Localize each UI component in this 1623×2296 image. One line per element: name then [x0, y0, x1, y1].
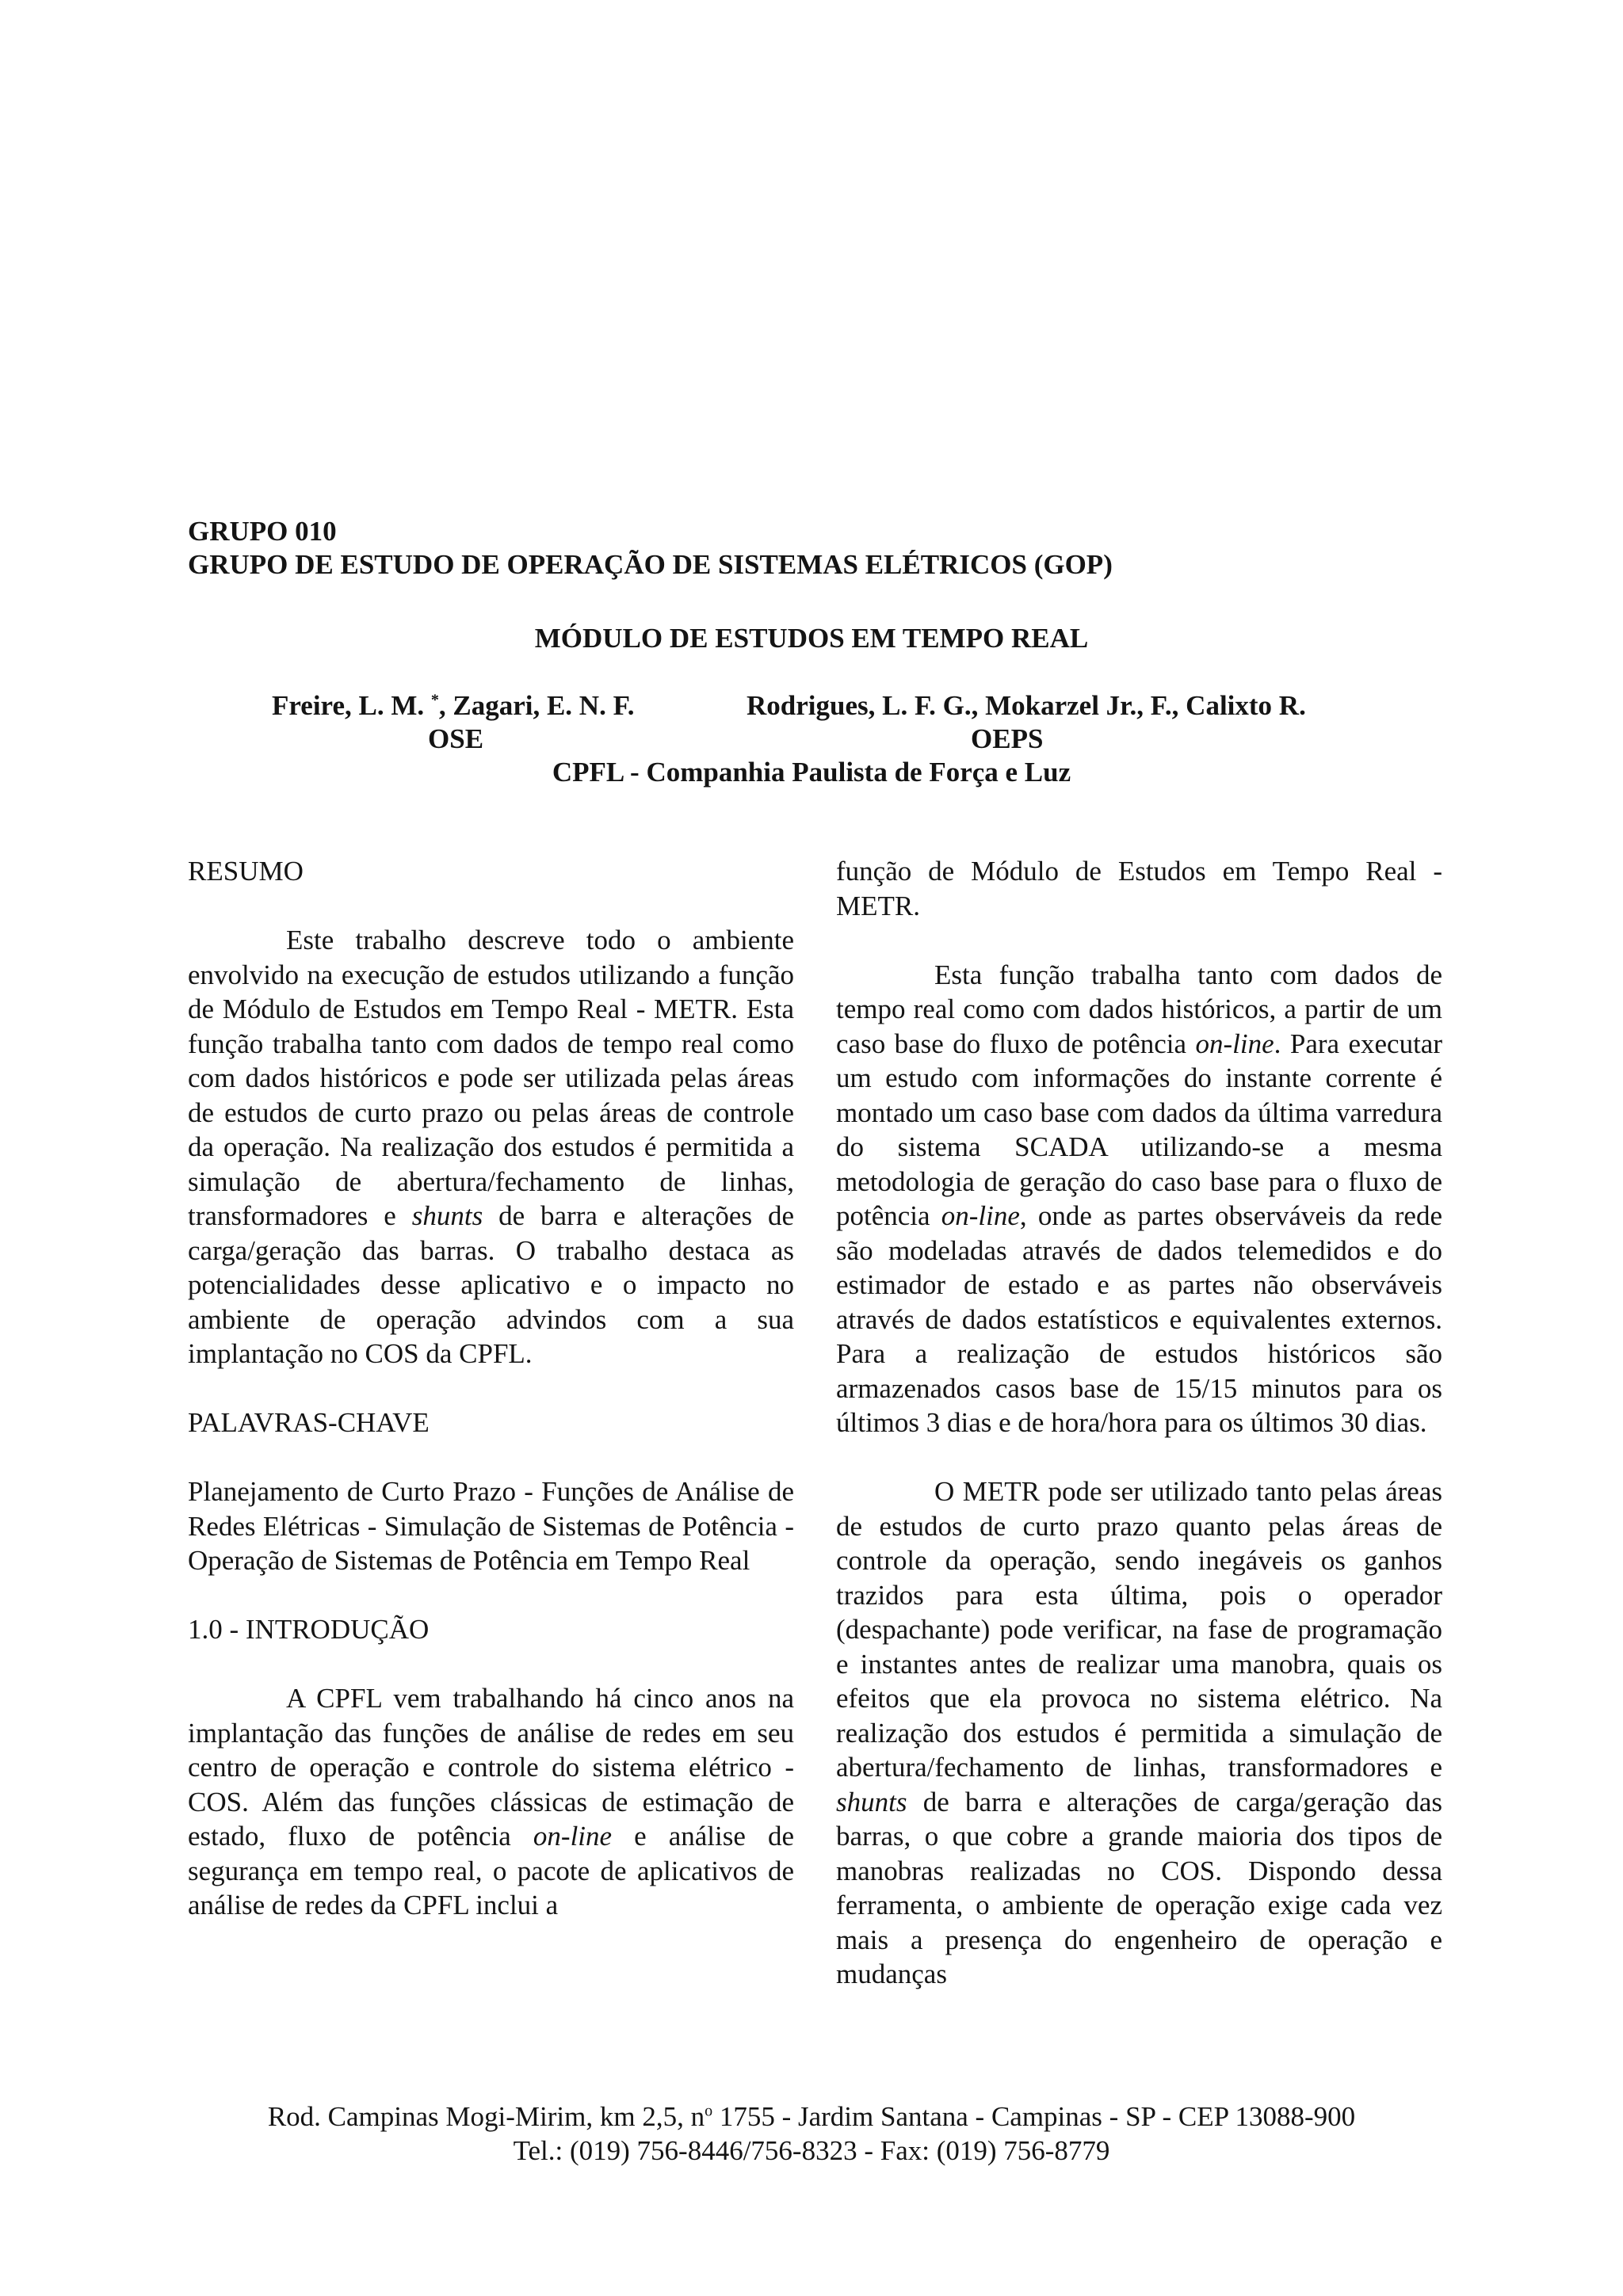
resumo-italic: shunts [411, 1200, 483, 1231]
right-paragraph-2 [836, 958, 1442, 1440]
right-paragraph-1: função de Módulo de Estudos em Tempo Real - METR. [836, 856, 1442, 921]
keywords-paragraph: Planejamento de Curto Prazo - Funções de Análise de Redes Elétricas - Simulação de Sistemas de Potência - Operação de Sistemas de Potência em Tempo Real [188, 1476, 794, 1576]
keywords-heading: PALAVRAS-CHAVE [188, 1407, 430, 1438]
intro-italic: on-line [533, 1821, 613, 1852]
footer-address [0, 2100, 1623, 2134]
author-freire: Freire, L. M. [272, 690, 425, 721]
author-zagari: , Zagari, E. N. F. [438, 690, 635, 721]
footer-contact: Tel.: (019) 756-8446/756-8323 - Fax: (019) 756-8779 [513, 2135, 1110, 2166]
intro-text-end: e análise de segurança em tempo real, o pacote de aplicativos de análise de redes da CPFL inclui a [188, 1821, 795, 1920]
p3-text-a: O METR pode ser utilizado tanto pelas áreas de estudos de curto prazo quanto pelas áreas de controle da operação, sendo inegáveis os ganhos trazidos para esta última, pois o operador (despachante) pode verificar, na fase de programação e instantes antes de realizar uma manobra, quais os efeitos que ela provoca no sistema elétrico. Na realização dos estudos é permitida a simulação de abertura/fechamento de linhas, transformadores e [836, 1476, 1442, 1783]
resumo-paragraph [188, 923, 794, 1371]
p2-text-b: . Para executar um estudo com informações do instante corrente é montado um caso base com dados da última varredura do sistema SCADA utilizando-se a mesma metodologia de geração do caso base para o fluxo de potência [836, 1028, 1442, 1231]
resumo-text: Este trabalho descreve todo o ambiente envolvido na execução de estudos utilizando a função de Módulo de Estudos em Tempo Real - METR. Esta função trabalha tanto com dados de tempo real como com dados históricos e pode ser utilizada pelas áreas de estudos de curto prazo ou pelas áreas de controle da operação. Na realização dos estudos é permitida a simulação de abertura/fechamento de linhas, transformadores e [188, 925, 794, 1231]
resumo-heading: RESUMO [188, 856, 304, 887]
address-post: 1755 - Jardim Santana - Campinas - SP - CEP 13088-900 [712, 2101, 1356, 2132]
dept-right: OEPS [971, 723, 1044, 754]
right-paragraph-3 [836, 1474, 1442, 1992]
p2-italic-2: on-line [941, 1200, 1020, 1231]
left-column [188, 854, 794, 1923]
address-sup: o [705, 2102, 713, 2120]
resumo-text-end: de barra e alterações de carga/geração das barras. O trabalho destaca as potencialidades desse aplicativo e o impacto no ambiente de operação advindos com a sua implantação no COS da CPFL. [188, 1200, 795, 1369]
intro-text: A CPFL vem trabalhando há cinco anos na implantação das funções de análise de redes em seu centro de operação e controle do sistema elétrico - COS. Além das funções clássicas de estimação de estado, fluxo de potência [188, 1683, 794, 1852]
p2-text-c: , onde as partes observáveis da rede são modeladas através de dados telemedidos e do estimador de estado e as partes não observáveis através de dados estatísticos e equivalentes externos. Para a realização de estudos históricos são armazenados casos base de 15/15 minutos para os últimos 3 dias e de hora/hora para os últimos 30 dias. [836, 1200, 1442, 1438]
address-pre: Rod. Campinas Mogi-Mirim, km 2,5, n [267, 2101, 705, 2132]
intro-heading: 1.0 - INTRODUÇÃO [188, 1614, 430, 1645]
dept-left: OSE [428, 723, 484, 754]
intro-paragraph [188, 1681, 794, 1923]
group-name: GRUPO DE ESTUDO DE OPERAÇÃO DE SISTEMAS ELÉTRICOS (GOP) [188, 549, 1113, 580]
right-column [836, 854, 1442, 1992]
footnote-mark: * [430, 691, 439, 709]
p3-text-b: de barra e alterações de carga/geração das barras, o que cobre a grande maioria dos tipos de manobras realizadas no COS. Dispondo dessa ferramenta, o ambiente de operação exige cada vez mais a presença do engenheiro de operação e mudanças [836, 1786, 1442, 1989]
group-code: GRUPO 010 [188, 516, 337, 547]
p3-italic: shunts [836, 1786, 907, 1817]
p2-italic-1: on-line [1195, 1028, 1274, 1059]
paper-title: MÓDULO DE ESTUDOS EM TEMPO REAL [534, 623, 1089, 654]
company-name: CPFL - Companhia Paulista de Força e Luz [552, 757, 1071, 788]
authors-left [272, 689, 635, 723]
p2-text-a: Esta função trabalha tanto com dados de tempo real como com dados históricos, a partir de um caso base do fluxo de potência [836, 959, 1442, 1059]
authors-right: Rodrigues, L. F. G., Mokarzel Jr., F., Calixto R. [747, 690, 1306, 721]
